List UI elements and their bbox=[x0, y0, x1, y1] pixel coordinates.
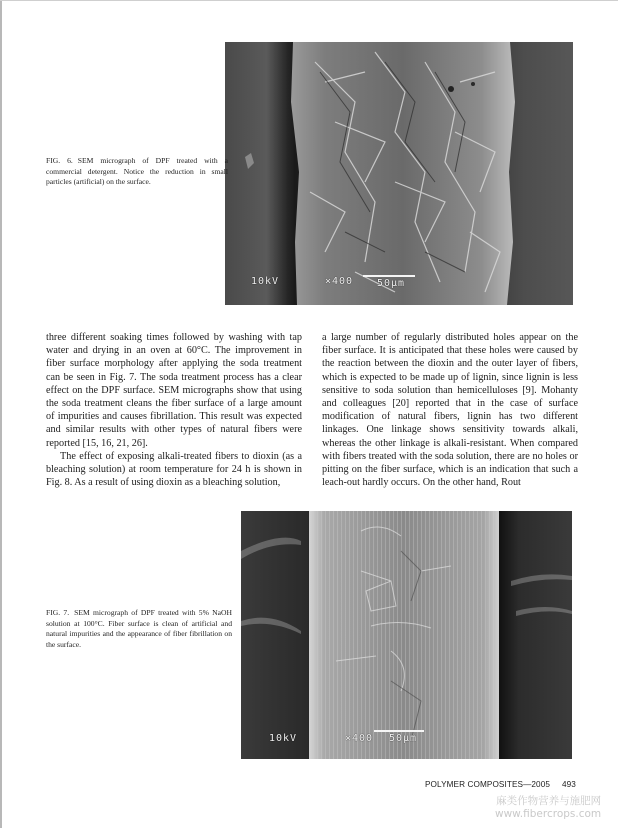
scale-label: 50µm bbox=[377, 278, 406, 289]
figure-6-caption bbox=[46, 156, 228, 188]
watermark-url: www.fibercrops.com bbox=[495, 808, 602, 820]
figure-7-label: FIG. 7. bbox=[46, 608, 70, 617]
scale-bar bbox=[363, 275, 415, 277]
watermark bbox=[495, 795, 601, 821]
figure-6-sem-micrograph bbox=[225, 42, 573, 305]
body-right-column bbox=[322, 331, 578, 489]
fiber-texture-fig7 bbox=[241, 511, 572, 759]
paragraph: a large number of regularly distributed holes appear on the fiber surface. It is anticipated that these holes were caused by the reaction between the dioxin and the outer layer of fibers, which is expected to be made up of lignin, since lignin is less sensitive to soda solution than hemicelluloses [9]. Mohanty and colleagues [20] reported that in the case of surface modification of natural fibers, lignin has two different linkages. One linkage shows sensitivity towards alkali, whereas the other linkage is alkali-resistant. When compared with fibers treated with the soda solution, there are no holes or pitting on the fiber surface, which is an indication that such a leach-out hardly occurs. On the other hand, Rout bbox=[322, 332, 578, 489]
magnification-label: ×400 bbox=[345, 733, 374, 744]
page-footer bbox=[425, 780, 576, 789]
scale-label: 50µm bbox=[389, 733, 418, 744]
figure-6-caption-text: SEM micrograph of DPF treated with a commercial detergent. Notice the reduction in small particles (artificial) on the surface. bbox=[46, 156, 228, 187]
body-left-column bbox=[46, 331, 302, 489]
paragraph: The effect of exposing alkali-treated fibers to dioxin (as a bleaching solution) at room temperature for 24 h is shown in Fig. 8. As a result of using dioxin as a bleaching solution, bbox=[46, 450, 302, 489]
scale-bar bbox=[374, 730, 424, 732]
figure-7-caption-text: SEM micrograph of DPF treated with 5% NaOH solution at 100°C. Fiber surface is clean of artificial and natural impurities and the appearance of fiber fibrillation on the surface. bbox=[46, 608, 232, 649]
page-left-edge bbox=[0, 0, 2, 828]
page-number: 493 bbox=[562, 780, 576, 789]
fiber-texture-fig6 bbox=[225, 42, 573, 305]
voltage-label: 10kV bbox=[269, 733, 298, 744]
paragraph: three different soaking times followed by washing with tap water and drying in an oven at 60°C. The improvement in fiber surface morphology after applying the soda treatment can be seen in Fig. 7. The soda treatment process has a clear effect on the DPF surface. SEM micrographs show that using the soda treatment cleans the fiber surface of a large amount of impurities and causes fibrillation. This result was expected and similar results with other types of natural fibers were reported [15, 16, 21, 26]. bbox=[46, 332, 302, 449]
watermark-chinese: 麻类作物营养与施肥网 bbox=[496, 795, 602, 807]
page-top-edge bbox=[0, 0, 618, 1]
figure-6-label: FIG. 6. bbox=[46, 156, 73, 165]
magnification-label: ×400 bbox=[325, 276, 354, 287]
voltage-label: 10kV bbox=[251, 276, 280, 287]
figure-7-sem-micrograph bbox=[241, 511, 572, 759]
journal-name: POLYMER COMPOSITES—2005 bbox=[425, 780, 550, 789]
figure-7-caption bbox=[46, 608, 232, 650]
